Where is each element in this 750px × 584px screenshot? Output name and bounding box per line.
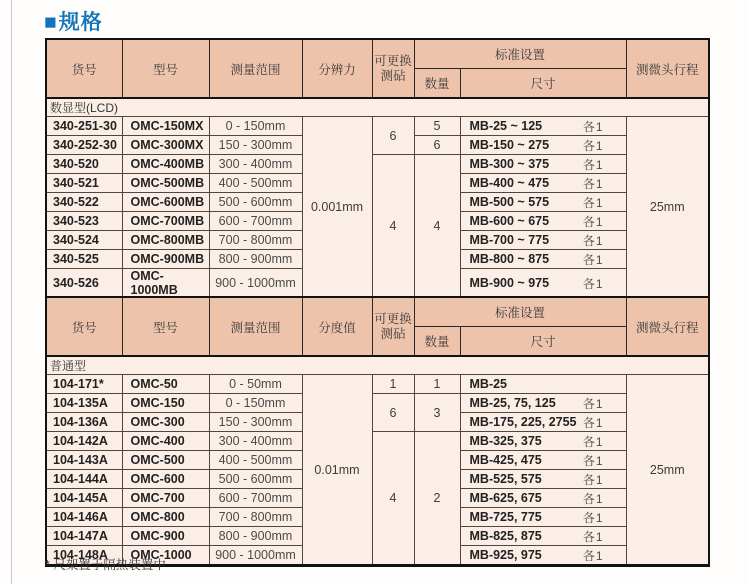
title-square-marker: ■ [44, 11, 58, 34]
cell-size [460, 546, 626, 566]
cell-resolution: 0.01mm [302, 375, 372, 566]
cell-range: 150 - 300mm [209, 413, 302, 432]
page-edge-line [11, 0, 12, 584]
size-value: MB-425, 475 [469, 453, 542, 467]
cell-qty: 2 [414, 432, 460, 566]
cell-range: 300 - 400mm [209, 155, 302, 174]
col-header-graduation: 分度值 [302, 297, 372, 356]
cell-size [460, 432, 626, 451]
cell-qty: 3 [414, 394, 460, 432]
cell-code: 104-146A [46, 508, 122, 527]
cell-code: 340-252-30 [46, 136, 122, 155]
size-value: MB-900 ~ 975 [469, 276, 550, 290]
col-header-standard-set: 标准设置 [414, 39, 626, 69]
cell-code: 340-524 [46, 231, 122, 250]
cell-range: 600 - 700mm [209, 489, 302, 508]
cell-code: 340-520 [46, 155, 122, 174]
col-header-resolution: 分辨力 [302, 39, 372, 98]
cell-range: 900 - 1000mm [209, 269, 302, 299]
cell-qty: 1 [414, 375, 460, 394]
size-value: MB-600 ~ 675 [469, 214, 550, 228]
cell-model: OMC-700 [122, 489, 209, 508]
cell-code: 340-521 [46, 174, 122, 193]
col-header-qty: 数量 [414, 69, 460, 99]
table-row [46, 155, 709, 174]
each-qty: 各1 [582, 529, 604, 544]
table-row [46, 117, 709, 136]
cell-model: OMC-700MB [122, 212, 209, 231]
size-value: MB-150 ~ 275 [469, 138, 550, 152]
each-qty: 各1 [582, 472, 604, 487]
cell-model: OMC-150 [122, 394, 209, 413]
page-title [44, 6, 103, 36]
cell-code: 104-147A [46, 527, 122, 546]
size-value: MB-175, 225, 2755 [469, 415, 577, 429]
col-header-model: 型号 [122, 297, 209, 356]
each-qty: 各1 [582, 252, 604, 267]
cell-size [460, 117, 626, 136]
size-value: MB-500 ~ 575 [469, 195, 550, 209]
cell-range: 500 - 600mm [209, 470, 302, 489]
cell-model: OMC-600 [122, 470, 209, 489]
cell-anvils: 6 [372, 117, 414, 155]
cell-size [460, 231, 626, 250]
cell-range: 600 - 700mm [209, 212, 302, 231]
col-header-travel: 测微头行程 [626, 297, 709, 356]
each-qty: 各1 [582, 491, 604, 506]
each-qty: 各1 [582, 233, 604, 248]
each-qty: 各1 [582, 415, 604, 430]
section-label: 数显型(LCD) [46, 98, 709, 117]
col-header-qty: 数量 [414, 327, 460, 357]
size-value: MB-325, 375 [469, 434, 542, 448]
cell-code: 340-523 [46, 212, 122, 231]
cell-code: 340-526 [46, 269, 122, 299]
col-header-code: 货号 [46, 39, 122, 98]
size-value: MB-25 [469, 377, 508, 391]
col-header-range: 测量范围 [209, 297, 302, 356]
size-value: MB-525, 575 [469, 472, 542, 486]
each-qty: 各1 [582, 548, 604, 563]
section-label: 普通型 [46, 356, 709, 375]
cell-size [460, 250, 626, 269]
cell-anvils: 4 [372, 432, 414, 566]
cell-range: 400 - 500mm [209, 174, 302, 193]
cell-model: OMC-300MX [122, 136, 209, 155]
page-title-text: 规格 [58, 11, 103, 34]
cell-range: 400 - 500mm [209, 451, 302, 470]
col-header-range: 测量范围 [209, 39, 302, 98]
cell-model: OMC-900 [122, 527, 209, 546]
cell-code: 104-145A [46, 489, 122, 508]
size-value: MB-25 ~ 125 [469, 119, 543, 133]
cell-model: OMC-400 [122, 432, 209, 451]
cell-model: OMC-1000MB [122, 269, 209, 299]
cell-travel: 25mm [626, 375, 709, 566]
col-header-size: 尺寸 [460, 327, 626, 357]
cell-size [460, 212, 626, 231]
size-value: MB-700 ~ 775 [469, 233, 550, 247]
size-value: MB-800 ~ 875 [469, 252, 550, 266]
each-qty: 各1 [582, 176, 604, 191]
col-header-standard-set: 标准设置 [414, 297, 626, 327]
cell-resolution: 0.001mm [302, 117, 372, 299]
each-qty: 各1 [582, 119, 604, 134]
cell-size [460, 394, 626, 413]
cell-size [460, 193, 626, 212]
col-header-anvil [372, 297, 414, 356]
spec-table-lcd [45, 38, 710, 300]
size-value: MB-925, 975 [469, 548, 542, 562]
cell-model: OMC-500 [122, 451, 209, 470]
size-value: MB-725, 775 [469, 510, 542, 524]
each-qty: 各1 [582, 138, 604, 153]
cell-qty: 5 [414, 117, 460, 136]
cell-model: OMC-400MB [122, 155, 209, 174]
cell-model: OMC-1000 [122, 546, 209, 566]
table-row [46, 375, 709, 394]
cell-code: 104-148A [46, 546, 122, 566]
cell-code: 340-522 [46, 193, 122, 212]
col-header-size: 尺寸 [460, 69, 626, 99]
size-value: MB-25, 75, 125 [469, 396, 556, 410]
cell-range: 0 - 50mm [209, 375, 302, 394]
each-qty: 各1 [582, 510, 604, 525]
cell-model: OMC-800 [122, 508, 209, 527]
col-header-anvil-line1: 可更换 [374, 53, 412, 68]
size-value: MB-400 ~ 475 [469, 176, 550, 190]
table-row [46, 394, 709, 413]
cell-size [460, 527, 626, 546]
cell-size [460, 451, 626, 470]
cell-size [460, 155, 626, 174]
cell-code: 104-171* [46, 375, 122, 394]
cell-model: OMC-50 [122, 375, 209, 394]
cell-size [460, 413, 626, 432]
cell-model: OMC-500MB [122, 174, 209, 193]
cell-size [460, 375, 626, 394]
cell-model: OMC-300 [122, 413, 209, 432]
col-header-anvil-line1: 可更换 [374, 311, 412, 326]
spec-table-normal [45, 296, 710, 567]
col-header-anvil-line2: 测砧 [380, 68, 406, 83]
section-row-lcd [46, 98, 709, 117]
each-qty: 各1 [582, 434, 604, 449]
size-value: MB-625, 675 [469, 491, 542, 505]
cell-range: 500 - 600mm [209, 193, 302, 212]
cell-size [460, 269, 626, 299]
cell-size [460, 470, 626, 489]
col-header-model: 型号 [122, 39, 209, 98]
col-header-anvil [372, 39, 414, 98]
cell-code: 104-136A [46, 413, 122, 432]
cell-qty: 4 [414, 155, 460, 299]
cell-code: 340-525 [46, 250, 122, 269]
cell-range: 700 - 800mm [209, 231, 302, 250]
cell-range: 150 - 300mm [209, 136, 302, 155]
cell-model: OMC-600MB [122, 193, 209, 212]
cell-range: 700 - 800mm [209, 508, 302, 527]
size-value: MB-300 ~ 375 [469, 157, 550, 171]
cell-code: 104-143A [46, 451, 122, 470]
cell-size [460, 489, 626, 508]
cell-range: 800 - 900mm [209, 250, 302, 269]
each-qty: 各1 [582, 195, 604, 210]
each-qty: 各1 [582, 214, 604, 229]
cell-size [460, 136, 626, 155]
cell-code: 104-144A [46, 470, 122, 489]
footnote: * 尺架置于隔热装置中 [45, 558, 166, 572]
cell-model: OMC-150MX [122, 117, 209, 136]
cell-model: OMC-900MB [122, 250, 209, 269]
col-header-anvil-line2: 测砧 [380, 326, 406, 341]
cell-size [460, 508, 626, 527]
cell-travel: 25mm [626, 117, 709, 299]
cell-code: 104-135A [46, 394, 122, 413]
each-qty: 各1 [582, 157, 604, 172]
cell-qty: 6 [414, 136, 460, 155]
cell-anvils: 4 [372, 155, 414, 299]
cell-anvils: 1 [372, 375, 414, 394]
table-row [46, 432, 709, 451]
cell-range: 800 - 900mm [209, 527, 302, 546]
col-header-travel: 测微头行程 [626, 39, 709, 98]
cell-anvils: 6 [372, 394, 414, 432]
cell-model: OMC-800MB [122, 231, 209, 250]
cell-range: 300 - 400mm [209, 432, 302, 451]
cell-size [460, 174, 626, 193]
size-value: MB-825, 875 [469, 529, 542, 543]
cell-range: 0 - 150mm [209, 394, 302, 413]
each-qty: 各1 [582, 276, 604, 291]
cell-code: 104-142A [46, 432, 122, 451]
cell-range: 900 - 1000mm [209, 546, 302, 566]
cell-range: 0 - 150mm [209, 117, 302, 136]
col-header-code: 货号 [46, 297, 122, 356]
cell-code: 340-251-30 [46, 117, 122, 136]
section-row-normal [46, 356, 709, 375]
each-qty: 各1 [582, 453, 604, 468]
each-qty: 各1 [582, 396, 604, 411]
